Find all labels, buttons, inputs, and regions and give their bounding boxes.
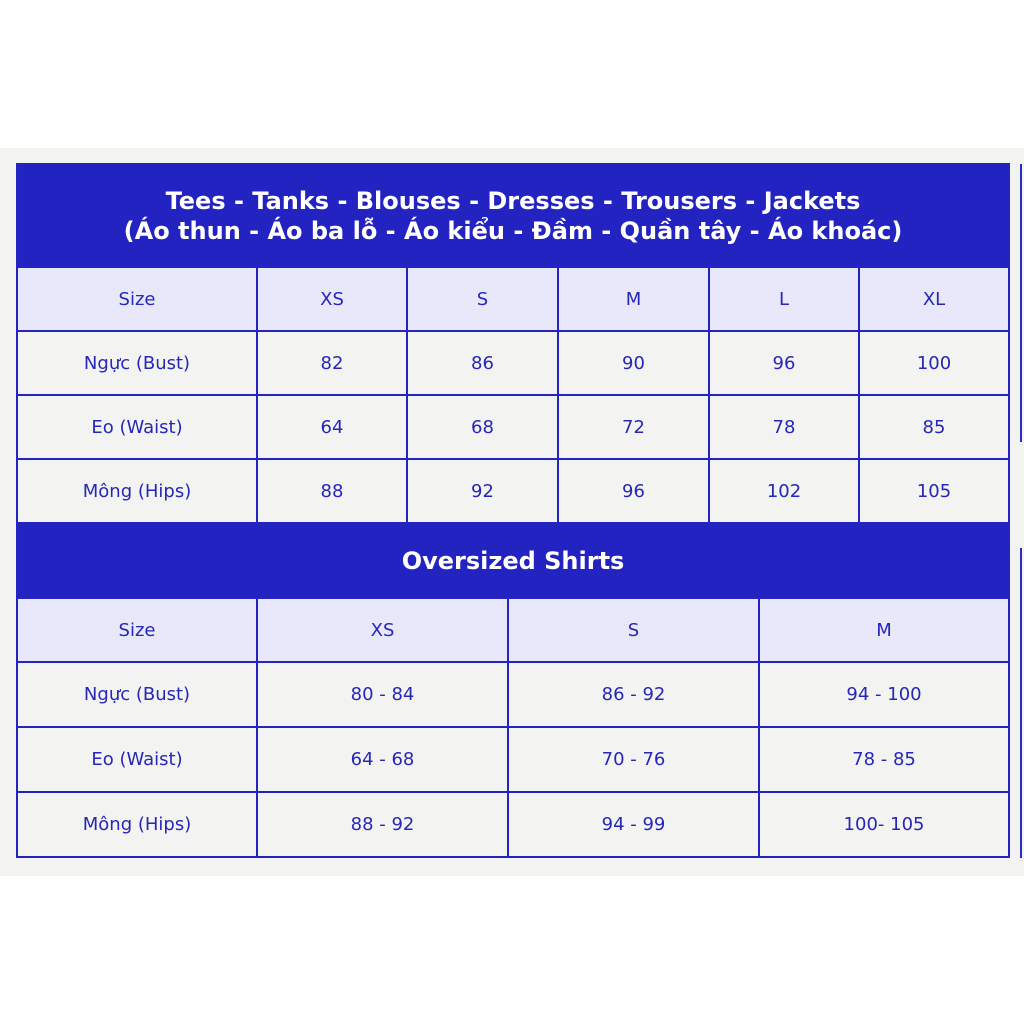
table-cell: 88 [257,459,407,523]
table-cell: 92 [407,459,558,523]
table-cell: 78 - 85 [759,727,1009,792]
table-cell: 72 [558,395,709,459]
table-cell: 78 [709,395,859,459]
table-cell: 64 - 68 [257,727,508,792]
table-cell: 100 [859,331,1009,395]
table-row [17,331,1009,395]
header-cell: S [508,598,759,662]
table-cell: 100- 105 [759,792,1009,857]
table-cell: 86 [407,331,558,395]
row-label: Ngực (Bust) [17,662,257,727]
table-cell: 86 - 92 [508,662,759,727]
header-cell: XS [257,267,407,331]
table-cell: 82 [257,331,407,395]
table-row [17,662,1009,727]
header-row [17,267,1009,331]
table-cell: 64 [257,395,407,459]
row-label: Eo (Waist) [17,727,257,792]
table-cell: 96 [709,331,859,395]
header-cell: Size [17,598,257,662]
header-cell: S [407,267,558,331]
table-cell: 85 [859,395,1009,459]
table-cell: 105 [859,459,1009,523]
row-label: Mông (Hips) [17,459,257,523]
edge-border-line [1020,164,1022,442]
row-label: Ngực (Bust) [17,331,257,395]
table-cell: 102 [709,459,859,523]
header-cell: XS [257,598,508,662]
table-title [17,164,1009,267]
table-cell: 96 [558,459,709,523]
edge-border-line [1020,548,1022,858]
row-label: Eo (Waist) [17,395,257,459]
row-label: Mông (Hips) [17,792,257,857]
table-cell: 90 [558,331,709,395]
table-row [17,395,1009,459]
size-table-oversized-shirts [16,523,1010,858]
header-cell: M [759,598,1009,662]
header-cell: XL [859,267,1009,331]
table-cell: 94 - 99 [508,792,759,857]
table-title: Oversized Shirts [17,524,1009,598]
table-cell: 94 - 100 [759,662,1009,727]
table-row [17,459,1009,523]
header-row [17,598,1009,662]
title-line-english: Tees - Tanks - Blouses - Dresses - Trousers - Jackets [165,186,861,215]
header-cell: M [558,267,709,331]
table-row [17,792,1009,857]
header-cell: Size [17,267,257,331]
table-row [17,727,1009,792]
title-line-vietnamese: (Áo thun - Áo ba lỗ - Áo kiểu - Đầm - Quần tây - Áo khoác) [123,216,903,245]
table-cell: 88 - 92 [257,792,508,857]
table-cell: 68 [407,395,558,459]
header-cell: L [709,267,859,331]
size-table-tees [16,163,1010,524]
table-cell: 70 - 76 [508,727,759,792]
table-cell: 80 - 84 [257,662,508,727]
